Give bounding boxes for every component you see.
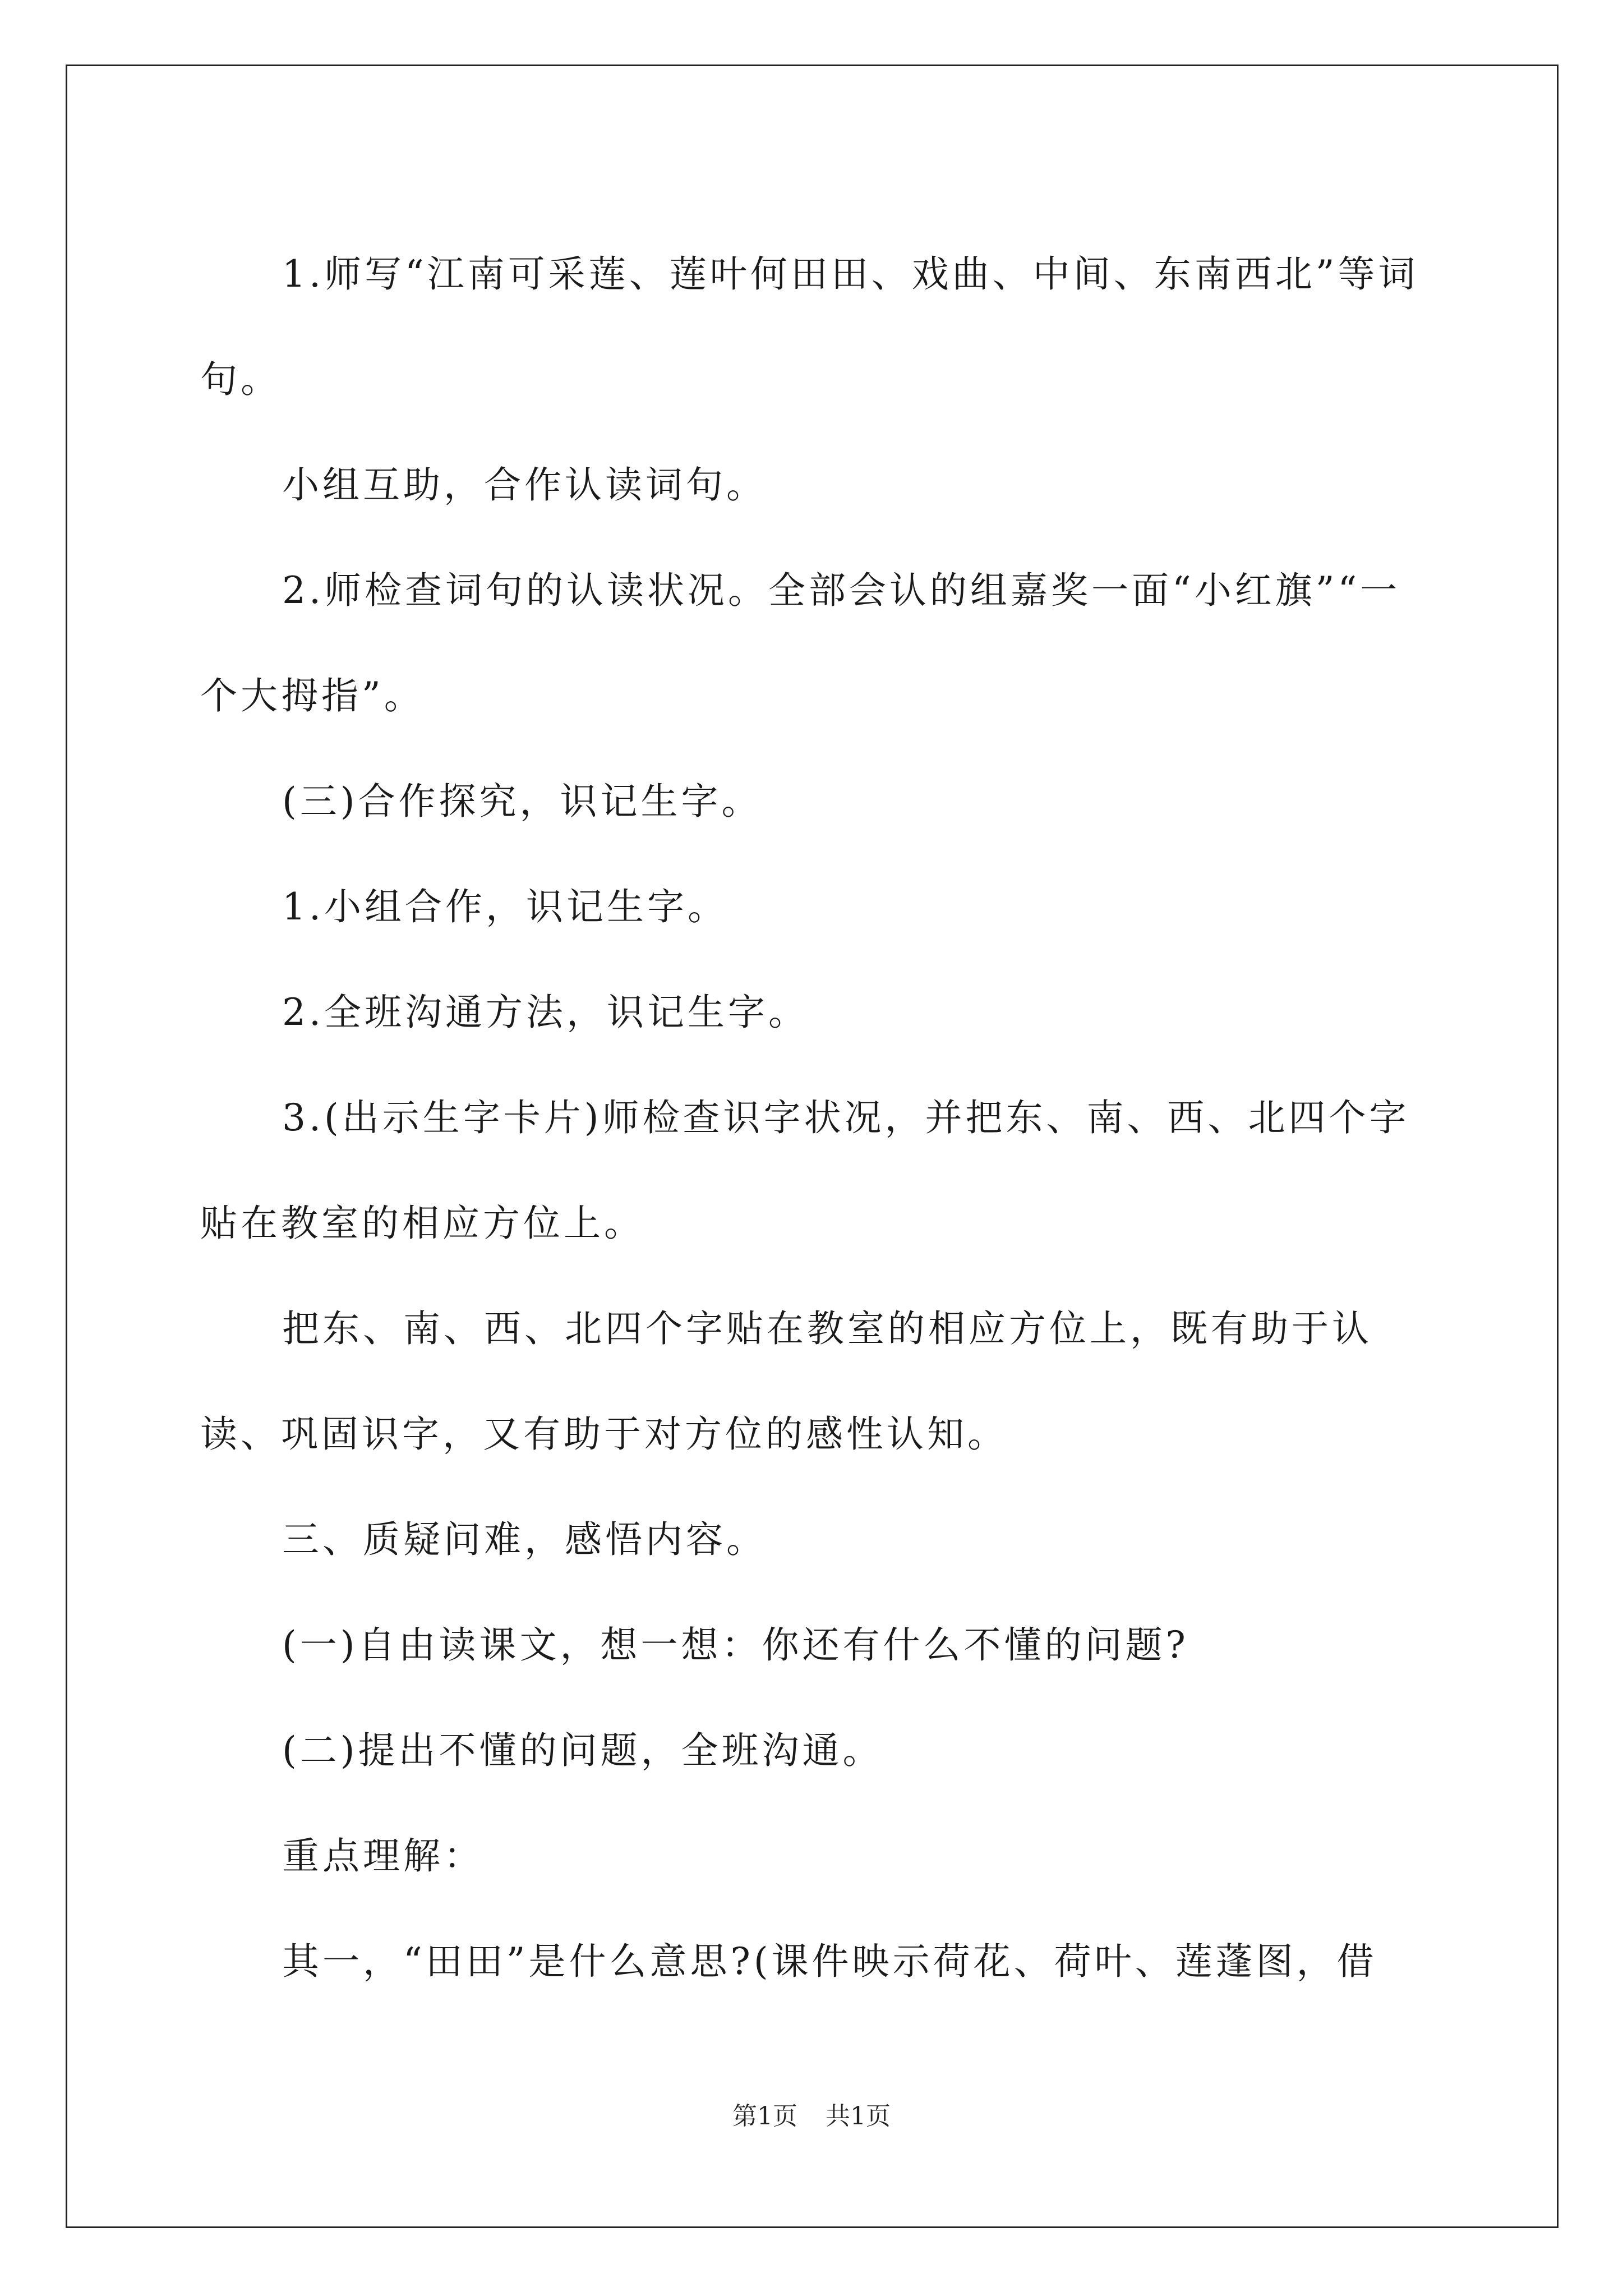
paragraph: 其一，“田田”是什么意思?(课件映示荷花、荷叶、莲蓬图，借 — [282, 1940, 1377, 1983]
paragraph: (二)提出不懂的问题，全班沟通。 — [282, 1729, 883, 1772]
paragraph: (三)合作探究，识记生字。 — [282, 780, 762, 823]
page-total: 共1页 — [826, 2102, 891, 2131]
page-footer — [0, 2096, 1623, 2132]
paragraph: 2.全班沟通方法，识记生字。 — [282, 991, 809, 1034]
page-number: 第1页 — [732, 2102, 797, 2131]
section-heading: 三、质疑问难，感悟内容。 — [282, 1518, 767, 1561]
paragraph: 1.小组合作，识记生字。 — [282, 885, 728, 928]
paragraph: 把东、南、西、北四个字贴在教室的相应方位上，既有助于认读、巩固识字，又有助于对方位的感性认知。 — [200, 1307, 1372, 1456]
paragraph: 1.师写“江南可采莲、莲叶何田田、戏曲、中间、东南西北”等词句。 — [200, 252, 1419, 401]
paragraph: (一)自由读课文，想一想：你还有什么不懂的问题? — [282, 1623, 1189, 1667]
paragraph: 2.师检查词句的认读状况。全部会认的组嘉奖一面“小红旗”“一个大拇指”。 — [200, 569, 1401, 717]
document-body — [200, 222, 1434, 2014]
paragraph: 3.(出示生字卡片)师检查识字状况，并把东、南、西、北四个字贴在教室的相应方位上。 — [200, 1096, 1410, 1245]
paragraph: 小组互助，合作认读词句。 — [282, 463, 767, 507]
paragraph: 重点理解： — [282, 1834, 484, 1878]
